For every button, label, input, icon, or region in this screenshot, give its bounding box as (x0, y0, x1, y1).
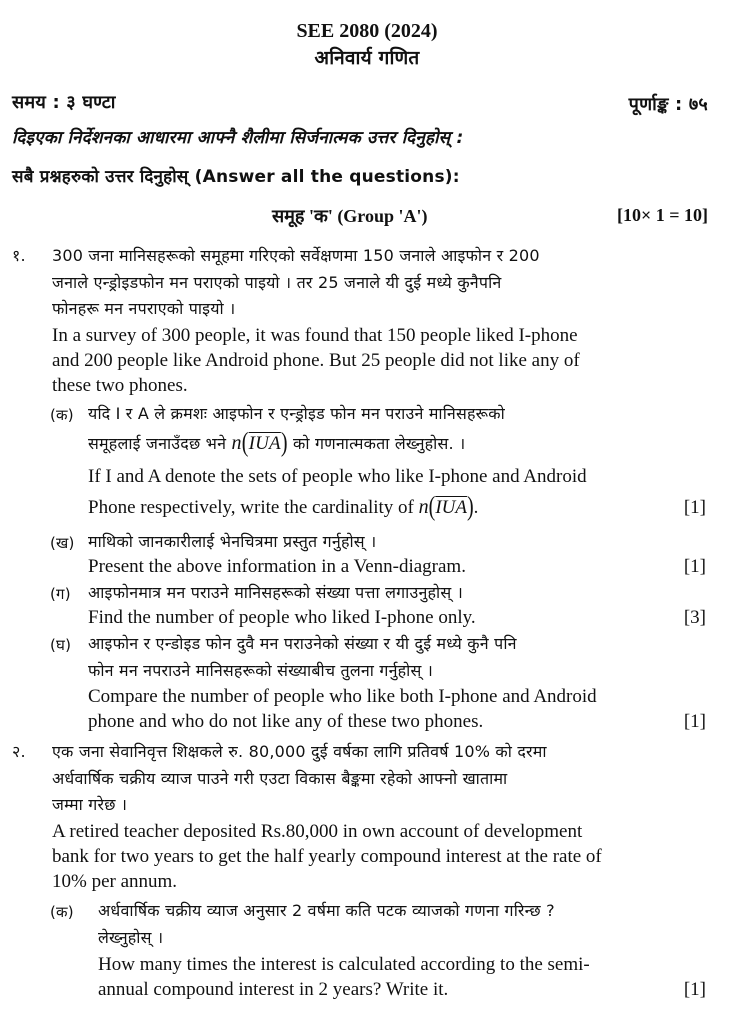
q1d-en-line-2: phone and who do not like any of these two phones. (88, 711, 484, 732)
q1-np-line-3: फोनहरू मन नपराएको पाइयो । (52, 299, 236, 318)
group-heading: समूह 'क' (Group 'A') (272, 206, 428, 226)
q1a-expr-n: n (231, 432, 242, 454)
q1-en-line-1: In a survey of 300 people, it was found that 150 people liked I-phone (52, 325, 578, 346)
q1b-np: माथिको जानकारीलाई भेनचित्रमा प्रस्तुत गर्नुहोस् । (88, 532, 377, 551)
q1a-np-text-b: को गणनात्मकता लेख्नुहोस. । (293, 434, 466, 453)
q1d-np-line-2: फोन मन नपराउने मानिसहरूको संख्याबीच तुलना गर्नुहोस् । (88, 661, 434, 680)
time-label: समय : ३ घण्टा (12, 92, 116, 113)
q1-number: १. (12, 246, 26, 265)
q1c-label: (ग) (50, 585, 71, 603)
q2-number: २. (12, 742, 26, 761)
q2-np-line-3: जम्मा गरेछ । (52, 795, 128, 814)
q1d-label: (घ) (50, 636, 72, 654)
q1c-en: Find the number of people who liked I-phone only. (88, 607, 476, 628)
q1b-en: Present the above information in a Venn-diagram. (88, 556, 466, 577)
instruction-nepali: दिइएका निर्देशनका आधारमा आफ्नै शैलीमा सिर्जनात्मक उत्तर दिनुहोस् : (12, 128, 464, 148)
q1a-en-text: Phone respectively, write the cardinality of (88, 497, 414, 518)
q1a-np-line-1: यदि I र A ले क्रमशः आइफोन र एन्ड्रोइड फोन मन पराउने मानिसहरूको (88, 404, 505, 423)
q2a-np-line-1: अर्धवार्षिक चक्रीय व्याज अनुसार 2 वर्षमा कति पटक व्याजको गणना गरिन्छ ? (98, 901, 555, 920)
q1c-marks: [3] (683, 607, 706, 628)
q2a-en-line-2: annual compound interest in 2 years? Write it. (98, 979, 449, 1000)
q1a-en-line-1: If I and A denote the sets of people who like I-phone and Android (88, 466, 587, 487)
q1a-en-expr-n: n (418, 496, 429, 518)
answer-all-instruction (12, 166, 460, 188)
q1-np-line-2: जनाले एन्ड्रोइडफोन मन पराएको पाइयो । तर 25 जनाले यी दुई मध्ये कुनैपनि (52, 273, 502, 292)
full-marks-label: पूर्णाङ्क : ७५ (628, 94, 708, 115)
exam-title: SEE 2080 (2024) (296, 20, 438, 42)
q2a-np-line-2: लेख्नुहोस् । (98, 928, 164, 947)
q2-np-line-2: अर्धवार्षिक चक्रीय व्याज पाउने गरी एउटा विकास बैङ्कमा रहेको आफ्नो खातामा (52, 769, 508, 788)
q1a-en-line-2 (88, 492, 479, 522)
q1a-paren-close: ) (280, 428, 288, 458)
q2a-label: (क) (50, 903, 74, 921)
q1a-en-paren-open: ( (428, 492, 436, 522)
q1d-marks: [1] (683, 711, 706, 732)
q2-en-line-2: bank for two years to get the half yearly compound interest at the rate of (52, 846, 602, 867)
q1a-en-paren-close: ) (466, 492, 474, 522)
q1a-label: (क) (50, 406, 74, 424)
q1a-en-dot: . (473, 497, 479, 518)
q2-np-line-1: एक जना सेवानिवृत्त शिक्षकले रु. 80,000 दुई वर्षका लागि प्रतिवर्ष 10% को दरमा (52, 742, 547, 761)
q2a-marks: [1] (683, 979, 706, 1000)
q1b-marks: [1] (683, 556, 706, 577)
q1a-marks: [1] (683, 497, 706, 518)
q1a-expr-set: $\overline{IUA}$ (248, 433, 281, 454)
answer-all-text: सबै प्रश्नहरुको उत्तर दिनुहोस् (Answer all the questions): (12, 167, 460, 187)
q1a-np-text-a: समूहलाई जनाउँदछ भने (88, 434, 227, 453)
q2-en-line-3: 10% per annum. (52, 871, 178, 892)
q1-en-line-2: and 200 people like Android phone. But 25 people did not like any of (52, 350, 580, 371)
q1d-en-line-1: Compare the number of people who like both I-phone and Android (88, 686, 597, 707)
q1-np-line-1: 300 जना मानिसहरूको समूहमा गरिएको सर्वेक्षणमा 150 जनाले आइफोन र 200 (52, 246, 540, 265)
q1c-np: आइफोनमात्र मन पराउने मानिसहरूको संख्या पत्ता लगाउनुहोस् । (88, 583, 463, 602)
group-marks: [10× 1 = 10] (616, 205, 708, 225)
subject-title: अनिवार्य गणित (314, 47, 420, 69)
q1-en-line-3: these two phones. (52, 375, 188, 396)
q1a-en-expr-set: $\overline{IUA}$ (435, 497, 467, 518)
q1b-label: (ख) (50, 534, 75, 552)
q1a-paren-open: ( (241, 428, 249, 458)
q1d-np-line-1: आइफोन र एन्डोइड फोन दुवै मन पराउनेको संख्या र यी दुई मध्ये कुनै पनि (88, 634, 517, 653)
q2a-en-line-1: How many times the interest is calculated according to the semi- (98, 954, 590, 975)
q2-en-line-1: A retired teacher deposited Rs.80,000 in own account of development (52, 821, 583, 842)
q1a-np-line-2 (88, 428, 466, 458)
